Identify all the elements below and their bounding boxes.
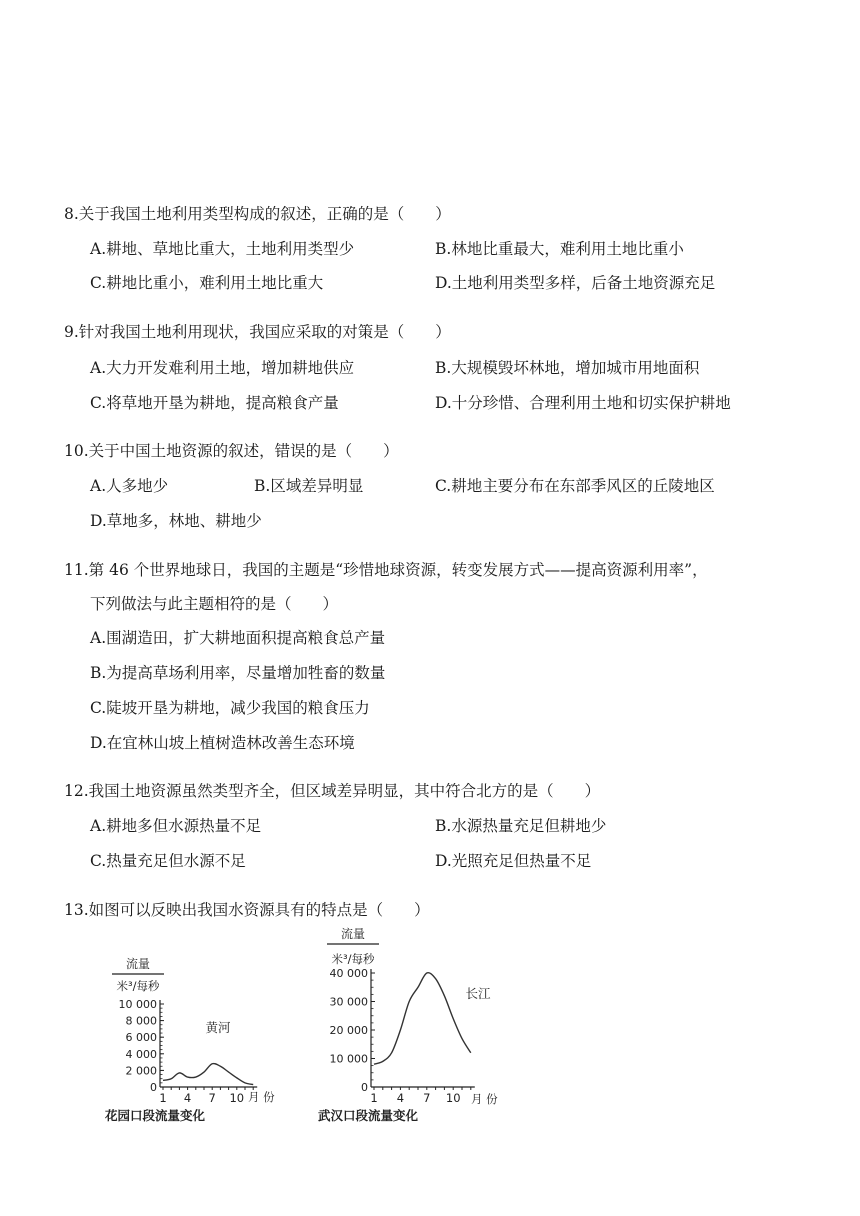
q8-option-c: C.耕地比重小，难利用土地比重大 [90,274,324,292]
chart-changjiang [315,920,515,1130]
q9-stem: 9.针对我国土地利用现状，我国应采取的对策是（ ） [64,323,451,341]
q9-option-b: B.大规模毁坏林地，增加城市用地面积 [435,359,700,377]
q12-option-d: D.光照充足但热量不足 [435,852,592,870]
y-tick-label: 2 000 [125,1064,157,1078]
q8-option-d: D.土地利用类型多样，后备土地资源充足 [435,274,716,292]
y-tick-label: 30 000 [329,995,368,1009]
q11-option-c: C.陡坡开垦为耕地，减少我国的粮食压力 [90,699,370,717]
y-tick-label: 0 [361,1081,368,1094]
y-axis-label: 流量 [340,927,366,941]
q8-stem: 8.关于我国土地利用类型构成的叙述，正确的是（ ） [64,205,451,223]
q8-option-a: A.耕地、草地比重大，土地利用类型少 [90,240,355,258]
x-axis-unit: 月 份 [248,1090,275,1104]
q11-option-a: A.围湖造田，扩大耕地面积提高粮食总产量 [90,629,386,647]
y-tick-label: 20 000 [329,1024,368,1037]
q9-option-a: A.大力开发难利用土地，增加耕地供应 [90,359,355,377]
q12-option-a: A.耕地多但水源热量不足 [90,817,262,835]
x-tick-label: 4 [396,1091,405,1105]
q11-stem-line2: 下列做法与此主题相符的是（ ） [90,595,339,613]
series-label: 长江 [465,986,491,1001]
q11-option-b: B.为提高草场利用率，尽量增加牲畜的数量 [90,664,386,682]
y-tick-label: 8 000 [125,1014,157,1028]
q10-stem: 10.关于中国土地资源的叙述，错误的是（ ） [64,442,399,460]
q9-option-d: D.十分珍惜、合理利用土地和切实保护耕地 [435,394,731,412]
y-tick-label: 40 000 [329,967,368,980]
q12-option-b: B.水源热量充足但耕地少 [435,817,607,835]
series-line-1 [374,973,471,1065]
y-tick-label: 10 000 [329,1052,368,1066]
y-axis-unit: 米³/每秒 [331,952,375,966]
chart-title: 武汉口段流量变化 [318,1108,419,1123]
y-tick-label: 10 000 [118,998,157,1011]
x-tick-label: 1 [159,1091,167,1105]
q10-option-a: A.人多地少 [90,477,169,495]
y-axis-label: 流量 [125,957,151,971]
q8-option-b: B.林地比重最大，难利用土地比重小 [435,240,684,258]
q12-option-c: C.热量充足但水源不足 [90,852,246,870]
chart-title: 花园口段流量变化 [105,1108,206,1123]
x-axis-unit: 月 份 [471,1092,498,1106]
series-label: 黄河 [205,1020,231,1035]
series-line-0 [163,1064,253,1085]
q9-option-c: C.将草地开垦为耕地，提高粮食产量 [90,394,339,412]
q10-option-c: C.耕地主要分布在东部季风区的丘陵地区 [435,477,715,495]
chart-changjiang-svg [315,920,515,1130]
x-tick-label: 10 [229,1091,245,1105]
chart-huanghe [100,950,280,1130]
y-tick-label: 6 000 [125,1031,157,1045]
x-tick-label: 10 [445,1091,461,1105]
y-tick-label: 4 000 [125,1047,157,1061]
q10-option-d: D.草地多，林地、耕地少 [90,512,262,530]
y-tick-label: 0 [150,1081,157,1094]
x-tick-label: 1 [370,1091,378,1105]
q11-option-d: D.在宜林山坡上植树造林改善生态环境 [90,734,355,752]
q11-stem-line1: 11.第 46 个世界地球日，我国的主题是“珍惜地球资源，转变发展方式——提高资源利用率”， [64,561,708,579]
x-tick-label: 7 [208,1091,216,1105]
chart-huanghe-svg [100,950,280,1130]
x-tick-label: 7 [423,1091,431,1105]
y-axis-unit: 米³/每秒 [116,979,160,993]
q12-stem: 12.我国土地资源虽然类型齐全，但区域差异明显，其中符合北方的是（ ） [64,782,601,800]
q13-stem: 13.如图可以反映出我国水资源具有的特点是（ ） [64,901,430,919]
q10-option-b: B.区域差异明显 [254,477,364,495]
x-tick-label: 4 [183,1091,192,1105]
